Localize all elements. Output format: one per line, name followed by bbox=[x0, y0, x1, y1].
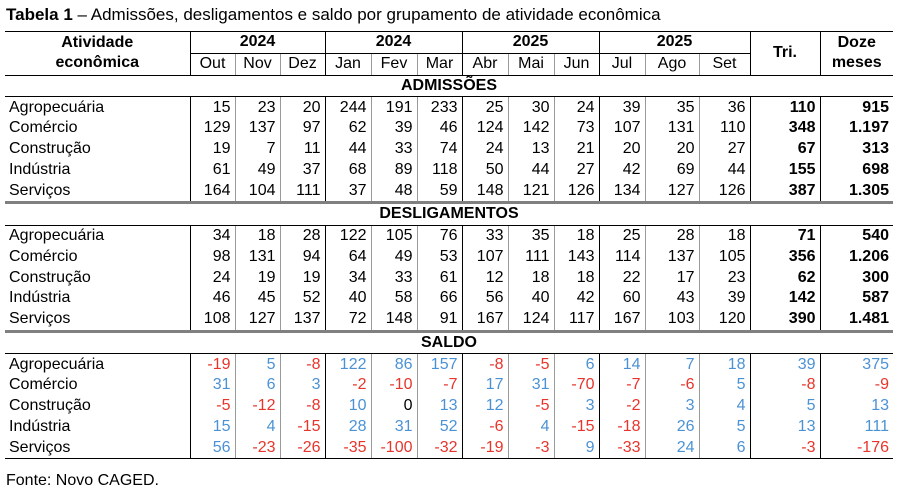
table-row bbox=[5, 288, 893, 309]
value-cell: 17 bbox=[462, 375, 508, 396]
value-cell: 48 bbox=[371, 180, 417, 202]
value-cell: 124 bbox=[508, 309, 554, 331]
value-cell: 157 bbox=[417, 354, 462, 375]
value-cell: 34 bbox=[325, 267, 371, 288]
section-title: SALDO bbox=[5, 331, 893, 354]
value-cell: 52 bbox=[417, 417, 462, 438]
year-header-1: 2024 bbox=[190, 32, 325, 54]
table-row bbox=[5, 97, 893, 118]
value-cell: 9 bbox=[554, 437, 599, 458]
value-cell: 58 bbox=[371, 288, 417, 309]
section-header-row bbox=[5, 75, 893, 97]
value-cell: 28 bbox=[645, 225, 699, 246]
value-cell: 23 bbox=[235, 97, 280, 118]
tri-cell: 356 bbox=[750, 247, 820, 268]
tri-header: Tri. bbox=[750, 32, 820, 76]
row-label: Serviços bbox=[5, 437, 190, 458]
value-cell: -5 bbox=[190, 396, 235, 417]
value-cell: 137 bbox=[280, 309, 325, 331]
value-cell: 35 bbox=[508, 225, 554, 246]
value-cell: -7 bbox=[599, 375, 645, 396]
row-label: Comércio bbox=[9, 376, 78, 394]
table-row bbox=[5, 180, 893, 202]
value-cell: -19 bbox=[190, 354, 235, 375]
doze-cell: 1.197 bbox=[820, 118, 893, 139]
tri-cell: 62 bbox=[750, 267, 820, 288]
value-cell: 27 bbox=[554, 160, 599, 181]
value-cell: 4 bbox=[699, 396, 750, 417]
value-cell: -8 bbox=[462, 354, 508, 375]
tri-cell: 71 bbox=[750, 225, 820, 246]
row-label: Indústria bbox=[9, 289, 71, 307]
value-cell: -32 bbox=[417, 437, 462, 458]
value-cell: 43 bbox=[645, 288, 699, 309]
tri-cell: 13 bbox=[750, 417, 820, 438]
value-cell: 103 bbox=[645, 309, 699, 331]
month-header: Dez bbox=[280, 53, 325, 75]
value-cell: -7 bbox=[417, 375, 462, 396]
value-cell: 124 bbox=[462, 118, 508, 139]
value-cell: 98 bbox=[190, 247, 235, 268]
doze-cell: 698 bbox=[820, 160, 893, 181]
value-cell: 23 bbox=[699, 267, 750, 288]
value-cell: 49 bbox=[371, 247, 417, 268]
value-cell: 13 bbox=[508, 139, 554, 160]
value-cell: 131 bbox=[645, 118, 699, 139]
value-cell: 35 bbox=[645, 97, 699, 118]
value-cell: -8 bbox=[280, 354, 325, 375]
value-cell: 7 bbox=[235, 139, 280, 160]
doze-cell: 375 bbox=[820, 354, 893, 375]
row-label: Serviços bbox=[5, 180, 190, 202]
value-cell: 50 bbox=[462, 160, 508, 181]
value-cell: 3 bbox=[280, 375, 325, 396]
value-cell: 110 bbox=[699, 118, 750, 139]
value-cell: 104 bbox=[235, 180, 280, 202]
month-header: Out bbox=[190, 53, 235, 75]
value-cell: 49 bbox=[235, 160, 280, 181]
value-cell: 15 bbox=[190, 417, 235, 438]
table-row bbox=[5, 139, 893, 160]
table-row bbox=[5, 354, 893, 375]
value-cell: 18 bbox=[554, 267, 599, 288]
value-cell: 12 bbox=[462, 396, 508, 417]
value-cell: 44 bbox=[325, 139, 371, 160]
row-label: Indústria bbox=[9, 160, 71, 178]
value-cell: 28 bbox=[325, 417, 371, 438]
value-cell: -5 bbox=[508, 396, 554, 417]
activity-header-line2: econômica bbox=[55, 54, 140, 72]
table-body bbox=[5, 75, 893, 459]
tri-cell: 348 bbox=[750, 118, 820, 139]
value-cell: 111 bbox=[508, 247, 554, 268]
value-cell: 60 bbox=[599, 288, 645, 309]
doze-header-line2: meses bbox=[831, 54, 882, 72]
row-label: Agropecuária bbox=[9, 355, 105, 373]
value-cell: 61 bbox=[190, 160, 235, 181]
row-label: Indústria bbox=[9, 417, 71, 435]
value-cell: 164 bbox=[190, 180, 235, 202]
value-cell: -10 bbox=[371, 375, 417, 396]
doze-cell: 1.206 bbox=[820, 247, 893, 268]
tri-cell: 39 bbox=[750, 354, 820, 375]
value-cell: 61 bbox=[417, 267, 462, 288]
value-cell: 28 bbox=[280, 225, 325, 246]
value-cell: 142 bbox=[508, 118, 554, 139]
month-header: Set bbox=[699, 53, 750, 75]
doze-cell: -9 bbox=[820, 375, 893, 396]
value-cell: 126 bbox=[699, 180, 750, 202]
row-label: Construção bbox=[9, 140, 91, 158]
tri-cell: 142 bbox=[750, 288, 820, 309]
table-row bbox=[5, 437, 893, 458]
doze-header-line1: Doze bbox=[837, 34, 876, 52]
value-cell: 10 bbox=[325, 396, 371, 417]
value-cell: 31 bbox=[190, 375, 235, 396]
month-header: Jun bbox=[554, 53, 599, 75]
value-cell: 27 bbox=[699, 139, 750, 160]
value-cell: 6 bbox=[235, 375, 280, 396]
value-cell: 5 bbox=[699, 375, 750, 396]
row-label: Agropecuária bbox=[9, 98, 105, 116]
value-cell: -2 bbox=[325, 375, 371, 396]
value-cell: 120 bbox=[699, 309, 750, 331]
value-cell: -8 bbox=[280, 396, 325, 417]
value-cell: -15 bbox=[554, 417, 599, 438]
value-cell: 33 bbox=[371, 139, 417, 160]
value-cell: 19 bbox=[190, 139, 235, 160]
value-cell: -2 bbox=[599, 396, 645, 417]
value-cell: 22 bbox=[599, 267, 645, 288]
tri-cell: 155 bbox=[750, 160, 820, 181]
year-header-3: 2025 bbox=[462, 32, 599, 54]
table-row bbox=[5, 118, 893, 139]
tri-cell: -3 bbox=[750, 437, 820, 458]
value-cell: 42 bbox=[599, 160, 645, 181]
row-label: Serviços bbox=[5, 309, 190, 331]
value-cell: 111 bbox=[280, 180, 325, 202]
value-cell: 42 bbox=[554, 288, 599, 309]
row-label: Construção bbox=[9, 268, 91, 286]
value-cell: 40 bbox=[508, 288, 554, 309]
value-cell: 39 bbox=[699, 288, 750, 309]
value-cell: 25 bbox=[462, 97, 508, 118]
value-cell: 15 bbox=[190, 97, 235, 118]
section-header-row bbox=[5, 331, 893, 354]
value-cell: 7 bbox=[645, 354, 699, 375]
row-label: Construção bbox=[9, 397, 91, 415]
value-cell: 52 bbox=[280, 288, 325, 309]
value-cell: -5 bbox=[508, 354, 554, 375]
value-cell: 4 bbox=[508, 417, 554, 438]
value-cell: 76 bbox=[417, 225, 462, 246]
value-cell: 86 bbox=[371, 354, 417, 375]
value-cell: 3 bbox=[645, 396, 699, 417]
activity-header bbox=[5, 32, 190, 76]
value-cell: -100 bbox=[371, 437, 417, 458]
value-cell: 233 bbox=[417, 97, 462, 118]
value-cell: 122 bbox=[325, 354, 371, 375]
value-cell: -15 bbox=[280, 417, 325, 438]
section-title: DESLIGAMENTOS bbox=[5, 203, 893, 226]
row-label: Comércio bbox=[9, 119, 78, 137]
value-cell: 18 bbox=[508, 267, 554, 288]
value-cell: 20 bbox=[280, 97, 325, 118]
month-header: Ago bbox=[645, 53, 699, 75]
value-cell: 121 bbox=[508, 180, 554, 202]
value-cell: 114 bbox=[599, 247, 645, 268]
table-row bbox=[5, 160, 893, 181]
value-cell: 17 bbox=[645, 267, 699, 288]
value-cell: 167 bbox=[599, 309, 645, 331]
data-table bbox=[5, 31, 893, 459]
value-cell: 26 bbox=[645, 417, 699, 438]
doze-cell: 111 bbox=[820, 417, 893, 438]
value-cell: 117 bbox=[554, 309, 599, 331]
section-title: ADMISSÕES bbox=[5, 75, 893, 97]
value-cell: 105 bbox=[371, 225, 417, 246]
value-cell: 108 bbox=[190, 309, 235, 331]
value-cell: 3 bbox=[554, 396, 599, 417]
value-cell: -70 bbox=[554, 375, 599, 396]
value-cell: 64 bbox=[325, 247, 371, 268]
value-cell: 13 bbox=[417, 396, 462, 417]
value-cell: 18 bbox=[235, 225, 280, 246]
value-cell: 19 bbox=[235, 267, 280, 288]
month-header: Fev bbox=[371, 53, 417, 75]
value-cell: -3 bbox=[508, 437, 554, 458]
value-cell: 74 bbox=[417, 139, 462, 160]
value-cell: 97 bbox=[280, 118, 325, 139]
value-cell: 5 bbox=[235, 354, 280, 375]
doze-header bbox=[820, 32, 893, 76]
value-cell: 31 bbox=[371, 417, 417, 438]
month-header: Jul bbox=[599, 53, 645, 75]
value-cell: 126 bbox=[554, 180, 599, 202]
doze-cell: 1.305 bbox=[820, 180, 893, 202]
value-cell: 31 bbox=[508, 375, 554, 396]
value-cell: 6 bbox=[699, 437, 750, 458]
year-header-4: 2025 bbox=[599, 32, 750, 54]
value-cell: -35 bbox=[325, 437, 371, 458]
table-row bbox=[5, 417, 893, 438]
value-cell: 33 bbox=[371, 267, 417, 288]
value-cell: 94 bbox=[280, 247, 325, 268]
value-cell: 39 bbox=[599, 97, 645, 118]
tri-cell: 387 bbox=[750, 180, 820, 202]
value-cell: 244 bbox=[325, 97, 371, 118]
value-cell: 107 bbox=[599, 118, 645, 139]
month-header: Jan bbox=[325, 53, 371, 75]
value-cell: 56 bbox=[190, 437, 235, 458]
value-cell: 131 bbox=[235, 247, 280, 268]
value-cell: 14 bbox=[599, 354, 645, 375]
value-cell: 46 bbox=[417, 118, 462, 139]
value-cell: 39 bbox=[371, 118, 417, 139]
value-cell: 62 bbox=[325, 118, 371, 139]
value-cell: -18 bbox=[599, 417, 645, 438]
value-cell: -26 bbox=[280, 437, 325, 458]
value-cell: 36 bbox=[699, 97, 750, 118]
caption-label: Tabela 1 bbox=[6, 5, 73, 24]
value-cell: 45 bbox=[235, 288, 280, 309]
table-row bbox=[5, 396, 893, 417]
value-cell: 40 bbox=[325, 288, 371, 309]
value-cell: -33 bbox=[599, 437, 645, 458]
tri-cell: 5 bbox=[750, 396, 820, 417]
tri-cell: 110 bbox=[750, 97, 820, 118]
month-header: Abr bbox=[462, 53, 508, 75]
value-cell: 148 bbox=[371, 309, 417, 331]
value-cell: 118 bbox=[417, 160, 462, 181]
value-cell: 167 bbox=[462, 309, 508, 331]
value-cell: 33 bbox=[462, 225, 508, 246]
value-cell: 72 bbox=[325, 309, 371, 331]
value-cell: 46 bbox=[190, 288, 235, 309]
row-label: Agropecuária bbox=[9, 227, 105, 245]
value-cell: 5 bbox=[699, 417, 750, 438]
value-cell: 127 bbox=[235, 309, 280, 331]
value-cell: 91 bbox=[417, 309, 462, 331]
value-cell: 19 bbox=[280, 267, 325, 288]
value-cell: 53 bbox=[417, 247, 462, 268]
value-cell: 24 bbox=[462, 139, 508, 160]
value-cell: 37 bbox=[280, 160, 325, 181]
value-cell: 69 bbox=[645, 160, 699, 181]
value-cell: 73 bbox=[554, 118, 599, 139]
value-cell: 59 bbox=[417, 180, 462, 202]
value-cell: 56 bbox=[462, 288, 508, 309]
table-caption bbox=[6, 4, 661, 26]
value-cell: 44 bbox=[508, 160, 554, 181]
doze-cell: 1.481 bbox=[820, 309, 893, 331]
value-cell: 11 bbox=[280, 139, 325, 160]
value-cell: 6 bbox=[554, 354, 599, 375]
year-header-2: 2024 bbox=[325, 32, 462, 54]
value-cell: 18 bbox=[699, 225, 750, 246]
month-header: Mar bbox=[417, 53, 462, 75]
value-cell: -12 bbox=[235, 396, 280, 417]
doze-cell: 587 bbox=[820, 288, 893, 309]
value-cell: 30 bbox=[508, 97, 554, 118]
value-cell: 66 bbox=[417, 288, 462, 309]
value-cell: 89 bbox=[371, 160, 417, 181]
value-cell: -6 bbox=[462, 417, 508, 438]
value-cell: 105 bbox=[699, 247, 750, 268]
value-cell: 20 bbox=[599, 139, 645, 160]
value-cell: 24 bbox=[645, 437, 699, 458]
value-cell: 127 bbox=[645, 180, 699, 202]
value-cell: 68 bbox=[325, 160, 371, 181]
value-cell: 44 bbox=[699, 160, 750, 181]
value-cell: 134 bbox=[599, 180, 645, 202]
tri-cell: -8 bbox=[750, 375, 820, 396]
value-cell: 129 bbox=[190, 118, 235, 139]
doze-cell: -176 bbox=[820, 437, 893, 458]
month-header: Mai bbox=[508, 53, 554, 75]
value-cell: 18 bbox=[554, 225, 599, 246]
value-cell: -19 bbox=[462, 437, 508, 458]
value-cell: 34 bbox=[190, 225, 235, 246]
value-cell: 191 bbox=[371, 97, 417, 118]
value-cell: 12 bbox=[462, 267, 508, 288]
doze-cell: 13 bbox=[820, 396, 893, 417]
doze-cell: 313 bbox=[820, 139, 893, 160]
value-cell: 25 bbox=[599, 225, 645, 246]
month-header: Nov bbox=[235, 53, 280, 75]
doze-cell: 915 bbox=[820, 97, 893, 118]
doze-cell: 540 bbox=[820, 225, 893, 246]
value-cell: 18 bbox=[699, 354, 750, 375]
table-row bbox=[5, 375, 893, 396]
activity-header-line1: Atividade bbox=[61, 34, 134, 52]
table-row bbox=[5, 267, 893, 288]
source-note: Fonte: Novo CAGED. bbox=[6, 472, 159, 489]
value-cell: 24 bbox=[554, 97, 599, 118]
table-row bbox=[5, 225, 893, 246]
row-label: Comércio bbox=[9, 247, 78, 265]
value-cell: 148 bbox=[462, 180, 508, 202]
value-cell: 37 bbox=[325, 180, 371, 202]
table-row bbox=[5, 309, 893, 331]
value-cell: 137 bbox=[645, 247, 699, 268]
value-cell: -6 bbox=[645, 375, 699, 396]
tri-cell: 67 bbox=[750, 139, 820, 160]
caption-text: – Admissões, desligamentos e saldo por grupamento de atividade econômica bbox=[72, 5, 661, 24]
value-cell: -23 bbox=[235, 437, 280, 458]
tri-cell: 390 bbox=[750, 309, 820, 331]
value-cell: 20 bbox=[645, 139, 699, 160]
table-row bbox=[5, 247, 893, 268]
value-cell: 107 bbox=[462, 247, 508, 268]
value-cell: 137 bbox=[235, 118, 280, 139]
value-cell: 4 bbox=[235, 417, 280, 438]
section-header-row bbox=[5, 203, 893, 226]
value-cell: 21 bbox=[554, 139, 599, 160]
value-cell: 24 bbox=[190, 267, 235, 288]
value-cell: 143 bbox=[554, 247, 599, 268]
value-cell: 0 bbox=[371, 396, 417, 417]
doze-cell: 300 bbox=[820, 267, 893, 288]
value-cell: 122 bbox=[325, 225, 371, 246]
